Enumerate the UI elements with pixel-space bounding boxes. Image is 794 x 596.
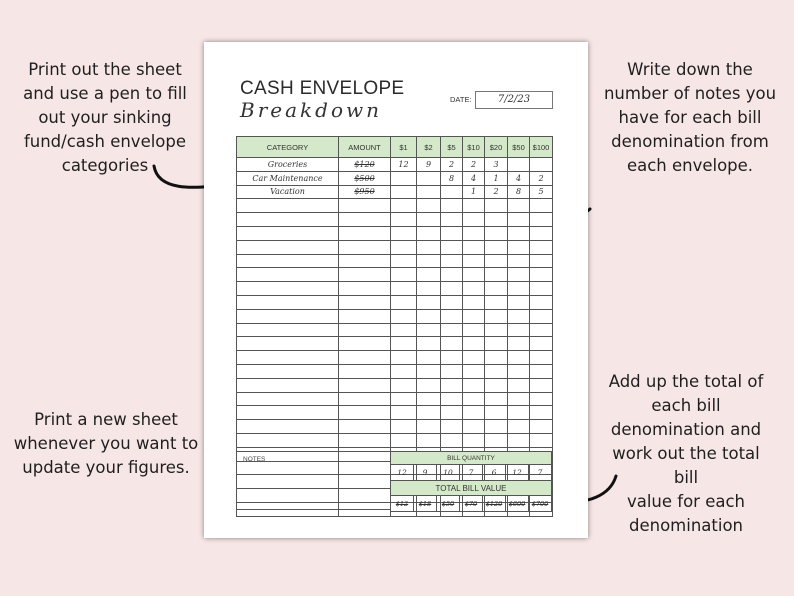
bill-count-cell (391, 185, 417, 199)
bill-count-cell: 2 (485, 185, 508, 199)
column-header: AMOUNT (339, 137, 391, 158)
empty-cell (463, 351, 485, 365)
empty-row (237, 323, 553, 337)
amount-cell: $950 (339, 185, 391, 199)
empty-cell (339, 364, 391, 378)
bill-quantity-cell: 7 (529, 465, 552, 481)
empty-cell (441, 406, 463, 420)
empty-cell (485, 337, 508, 351)
empty-cell (508, 337, 530, 351)
column-header: CATEGORY (237, 137, 339, 158)
empty-cell (485, 213, 508, 227)
table-row (237, 185, 553, 199)
empty-cell (237, 282, 339, 296)
column-header: $50 (508, 137, 530, 158)
empty-cell (530, 378, 553, 392)
bill-count-cell (391, 171, 417, 185)
column-header: $10 (463, 137, 485, 158)
empty-cell (339, 268, 391, 282)
empty-cell (530, 420, 553, 434)
empty-cell (339, 226, 391, 240)
empty-row (237, 226, 553, 240)
empty-cell (508, 254, 530, 268)
empty-cell (508, 268, 530, 282)
empty-cell (417, 392, 441, 406)
bill-count-cell: 2 (463, 158, 485, 172)
empty-cell (463, 392, 485, 406)
empty-cell (508, 406, 530, 420)
empty-cell (339, 392, 391, 406)
empty-cell (339, 254, 391, 268)
annotation-print-new: Print a new sheet whenever you want to update your figures. (13, 410, 199, 477)
empty-cell (508, 351, 530, 365)
empty-cell (417, 282, 441, 296)
empty-cell (417, 406, 441, 420)
empty-cell (441, 337, 463, 351)
empty-cell (339, 337, 391, 351)
empty-cell (463, 323, 485, 337)
empty-row (237, 433, 553, 447)
empty-cell (485, 295, 508, 309)
empty-cell (463, 295, 485, 309)
bill-count-cell (530, 158, 553, 172)
empty-cell (417, 268, 441, 282)
empty-cell (508, 309, 530, 323)
bill-quantity-cell: 7 (460, 465, 483, 481)
empty-cell (508, 240, 530, 254)
total-bill-value-row (391, 496, 552, 512)
empty-row (237, 240, 553, 254)
empty-cell (441, 309, 463, 323)
empty-cell (391, 295, 417, 309)
totals-table (390, 451, 552, 512)
empty-cell (339, 406, 391, 420)
column-header: $100 (530, 137, 553, 158)
column-header: $2 (417, 137, 441, 158)
empty-cell (485, 378, 508, 392)
empty-cell (339, 433, 391, 447)
total-value-cell: $70 (460, 496, 483, 512)
empty-cell (441, 420, 463, 434)
empty-cell (339, 240, 391, 254)
empty-cell (237, 268, 339, 282)
empty-cell (417, 337, 441, 351)
empty-cell (463, 406, 485, 420)
empty-cell (441, 433, 463, 447)
column-header: $1 (391, 137, 417, 158)
empty-row (237, 351, 553, 365)
empty-cell (237, 392, 339, 406)
empty-cell (339, 420, 391, 434)
bill-quantity-cell: 12 (506, 465, 529, 481)
bill-count-cell (508, 158, 530, 172)
empty-cell (508, 433, 530, 447)
empty-row (237, 378, 553, 392)
amount-cell: $120 (339, 158, 391, 172)
empty-cell (417, 433, 441, 447)
empty-cell (463, 199, 485, 213)
empty-cell (485, 351, 508, 365)
notes-box (236, 451, 391, 510)
empty-cell (441, 240, 463, 254)
empty-cell (237, 295, 339, 309)
bill-count-cell: 12 (391, 158, 417, 172)
bill-count-cell: 9 (417, 158, 441, 172)
table-row (237, 158, 553, 172)
empty-cell (237, 323, 339, 337)
empty-cell (441, 226, 463, 240)
empty-cell (530, 309, 553, 323)
empty-cell (417, 295, 441, 309)
empty-cell (391, 213, 417, 227)
date-label: DATE: (450, 95, 472, 104)
empty-cell (508, 323, 530, 337)
empty-cell (530, 199, 553, 213)
sheet-subtitle: Breakdown (240, 98, 382, 122)
empty-row (237, 309, 553, 323)
empty-cell (417, 364, 441, 378)
empty-cell (463, 254, 485, 268)
bill-quantity-cell: 9 (414, 465, 437, 481)
bill-count-cell: 5 (530, 185, 553, 199)
empty-cell (391, 240, 417, 254)
empty-cell (441, 364, 463, 378)
empty-cell (441, 213, 463, 227)
annotation-add-totals: Add up the total of each bill denomination and work out the total bill value for each denomination (608, 372, 764, 535)
table-row (237, 171, 553, 185)
empty-cell (463, 268, 485, 282)
empty-cell (441, 392, 463, 406)
empty-cell (417, 420, 441, 434)
empty-cell (485, 392, 508, 406)
empty-cell (237, 240, 339, 254)
empty-cell (530, 240, 553, 254)
empty-cell (237, 351, 339, 365)
empty-cell (485, 199, 508, 213)
empty-cell (391, 420, 417, 434)
empty-cell (237, 199, 339, 213)
empty-cell (391, 364, 417, 378)
empty-cell (463, 213, 485, 227)
bill-quantity-cell: 10 (437, 465, 460, 481)
empty-row (237, 406, 553, 420)
empty-cell (530, 226, 553, 240)
empty-cell (391, 323, 417, 337)
empty-cell (391, 226, 417, 240)
column-header: $20 (485, 137, 508, 158)
empty-cell (441, 282, 463, 296)
empty-cell (391, 254, 417, 268)
empty-row (237, 337, 553, 351)
annotation-print-sheet: Print out the sheet and use a pen to fill out your sinking fund/cash envelope categories (23, 60, 187, 175)
empty-cell (441, 295, 463, 309)
bill-quantity-row (391, 465, 552, 481)
printable-sheet (204, 42, 588, 538)
empty-cell (339, 199, 391, 213)
empty-cell (237, 420, 339, 434)
bill-count-cell: 8 (441, 171, 463, 185)
empty-cell (441, 351, 463, 365)
table-header-row (237, 137, 553, 158)
empty-cell (530, 295, 553, 309)
empty-cell (391, 378, 417, 392)
empty-cell (508, 213, 530, 227)
empty-cell (339, 309, 391, 323)
empty-cell (391, 199, 417, 213)
notes-label: NOTES (243, 456, 266, 463)
empty-cell (441, 323, 463, 337)
empty-cell (391, 392, 417, 406)
date-field: 7/2/23 (475, 91, 553, 109)
empty-cell (530, 337, 553, 351)
empty-cell (417, 240, 441, 254)
empty-cell (417, 378, 441, 392)
empty-cell (417, 199, 441, 213)
bill-count-cell: 2 (530, 171, 553, 185)
bill-count-cell (417, 171, 441, 185)
amount-cell: $500 (339, 171, 391, 185)
bill-count-cell: 1 (485, 171, 508, 185)
bill-count-cell (417, 185, 441, 199)
bill-count-cell: 3 (485, 158, 508, 172)
total-value-cell: $700 (529, 496, 552, 512)
bill-count-cell: 2 (441, 158, 463, 172)
empty-cell (530, 364, 553, 378)
empty-cell (530, 282, 553, 296)
bill-count-cell: 8 (508, 185, 530, 199)
empty-cell (463, 240, 485, 254)
empty-cell (441, 268, 463, 282)
category-cell: Vacation (237, 185, 339, 199)
empty-cell (485, 282, 508, 296)
empty-cell (463, 282, 485, 296)
empty-row (237, 295, 553, 309)
empty-cell (441, 199, 463, 213)
bill-count-cell: 4 (508, 171, 530, 185)
empty-cell (485, 323, 508, 337)
empty-cell (417, 226, 441, 240)
annotation-write-notes: Write down the number of notes you have for each bill denomination from each envelope. (603, 60, 777, 175)
total-value-cell: $120 (483, 496, 506, 512)
empty-cell (463, 337, 485, 351)
empty-cell (508, 378, 530, 392)
bill-count-cell: 4 (463, 171, 485, 185)
empty-cell (237, 226, 339, 240)
empty-cell (530, 392, 553, 406)
empty-cell (485, 406, 508, 420)
empty-row (237, 364, 553, 378)
empty-row (237, 268, 553, 282)
empty-cell (530, 323, 553, 337)
empty-cell (463, 378, 485, 392)
empty-row (237, 392, 553, 406)
empty-cell (485, 364, 508, 378)
column-header: $5 (441, 137, 463, 158)
empty-cell (463, 433, 485, 447)
bill-quantity-label: BILL QUANTITY (391, 452, 552, 465)
empty-cell (485, 268, 508, 282)
empty-cell (530, 213, 553, 227)
total-value-cell: $50 (437, 496, 460, 512)
empty-cell (237, 378, 339, 392)
total-value-cell: $18 (414, 496, 437, 512)
empty-row (237, 199, 553, 213)
empty-row (237, 420, 553, 434)
empty-cell (237, 406, 339, 420)
empty-cell (417, 323, 441, 337)
empty-cell (508, 420, 530, 434)
empty-cell (485, 226, 508, 240)
total-value-cell: $600 (506, 496, 529, 512)
empty-cell (508, 226, 530, 240)
empty-cell (339, 378, 391, 392)
empty-cell (530, 406, 553, 420)
empty-cell (508, 199, 530, 213)
empty-cell (391, 268, 417, 282)
bill-count-cell: 1 (463, 185, 485, 199)
empty-cell (237, 309, 339, 323)
category-cell: Groceries (237, 158, 339, 172)
empty-cell (339, 282, 391, 296)
empty-row (237, 213, 553, 227)
empty-cell (237, 254, 339, 268)
total-value-cell: $12 (391, 496, 414, 512)
empty-cell (530, 351, 553, 365)
empty-cell (339, 323, 391, 337)
empty-cell (391, 351, 417, 365)
empty-cell (463, 364, 485, 378)
empty-cell (530, 254, 553, 268)
empty-cell (441, 378, 463, 392)
bill-count-cell (441, 185, 463, 199)
empty-cell (508, 282, 530, 296)
empty-cell (485, 433, 508, 447)
sheet-title: CASH ENVELOPE (240, 78, 405, 99)
empty-cell (237, 337, 339, 351)
empty-cell (508, 295, 530, 309)
empty-cell (485, 420, 508, 434)
empty-cell (391, 406, 417, 420)
empty-cell (237, 364, 339, 378)
empty-cell (417, 309, 441, 323)
empty-cell (391, 433, 417, 447)
bill-quantity-cell: 12 (391, 465, 414, 481)
empty-cell (485, 309, 508, 323)
empty-cell (391, 309, 417, 323)
empty-cell (391, 282, 417, 296)
empty-cell (237, 433, 339, 447)
empty-cell (508, 392, 530, 406)
empty-cell (508, 364, 530, 378)
bill-quantity-cell: 6 (483, 465, 506, 481)
empty-cell (485, 240, 508, 254)
empty-cell (339, 213, 391, 227)
empty-cell (417, 351, 441, 365)
empty-row (237, 282, 553, 296)
category-cell: Car Maintenance (237, 171, 339, 185)
empty-cell (339, 351, 391, 365)
empty-cell (530, 268, 553, 282)
empty-cell (417, 254, 441, 268)
empty-row (237, 254, 553, 268)
empty-cell (391, 337, 417, 351)
empty-cell (463, 226, 485, 240)
total-bill-value-label: TOTAL BILL VALUE (391, 481, 552, 496)
empty-cell (530, 433, 553, 447)
empty-cell (417, 213, 441, 227)
empty-cell (463, 420, 485, 434)
empty-cell (441, 254, 463, 268)
empty-cell (463, 309, 485, 323)
empty-cell (339, 295, 391, 309)
empty-cell (485, 254, 508, 268)
empty-cell (237, 213, 339, 227)
